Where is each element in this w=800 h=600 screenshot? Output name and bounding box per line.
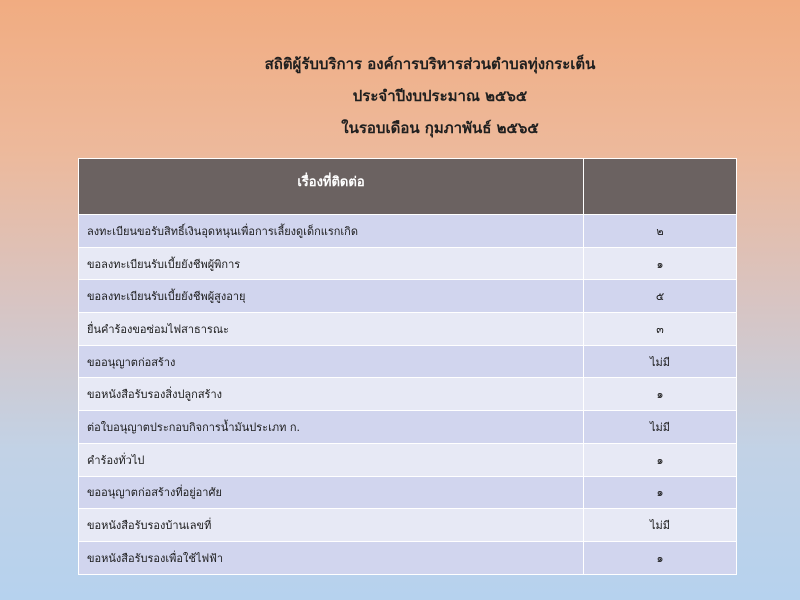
row-subject: ขออนุญาตก่อสร้างที่อยู่อาศัย xyxy=(79,476,584,509)
row-subject: ลงทะเบียนขอรับสิทธิ์เงินอุดหนุนเพื่อการเลี้ยงดูเด็กแรกเกิด xyxy=(79,215,584,248)
table-row xyxy=(79,509,737,542)
row-subject: ยื่นคำร้องขอซ่อมไฟสาธารณะ xyxy=(79,313,584,346)
header-subject: เรื่องที่ติดต่อ xyxy=(79,159,584,215)
table-row xyxy=(79,280,737,313)
row-count: ไม่มี xyxy=(584,509,737,542)
title-line-3: ในรอบเดือน กุมภาพันธ์ ๒๕๖๕ xyxy=(341,119,539,137)
title-line-2: ประจำปีงบประมาณ ๒๕๖๕ xyxy=(352,87,528,105)
row-count: ไม่มี xyxy=(584,411,737,444)
row-subject: ขอหนังสือรับรองสิ่งปลูกสร้าง xyxy=(79,378,584,411)
table-row xyxy=(79,443,737,476)
row-count: ๑ xyxy=(584,247,737,280)
table-row xyxy=(79,247,737,280)
service-stats-table xyxy=(78,158,737,575)
row-count: ๑ xyxy=(584,378,737,411)
report-title xyxy=(0,52,800,148)
table-row xyxy=(79,378,737,411)
table-row xyxy=(79,476,737,509)
title-line-1: สถิติผู้รับบริการ องค์การบริหารส่วนตำบลทุ่งกระเต็น xyxy=(264,55,596,73)
row-subject: ขอลงทะเบียนรับเบี้ยยังชีพผู้สูงอายุ xyxy=(79,280,584,313)
row-subject: ขอหนังสือรับรองบ้านเลขที่ xyxy=(79,509,584,542)
table-row xyxy=(79,541,737,574)
row-count: ๑ xyxy=(584,443,737,476)
row-count: ๑ xyxy=(584,476,737,509)
row-count: ๕ xyxy=(584,280,737,313)
row-subject: ต่อใบอนุญาตประกอบกิจการน้ำมันประเภท ก. xyxy=(79,411,584,444)
row-count: ๒ xyxy=(584,215,737,248)
row-subject: ขออนุญาตก่อสร้าง xyxy=(79,345,584,378)
table-row xyxy=(79,345,737,378)
row-subject: ขอหนังสือรับรองเพื่อใช้ไฟฟ้า xyxy=(79,541,584,574)
row-subject: คำร้องทั่วไป xyxy=(79,443,584,476)
table-row xyxy=(79,411,737,444)
table-row xyxy=(79,215,737,248)
row-subject: ขอลงทะเบียนรับเบี้ยยังชีพผู้พิการ xyxy=(79,247,584,280)
row-count: ๓ xyxy=(584,313,737,346)
table-row xyxy=(79,313,737,346)
header-count xyxy=(584,159,737,215)
row-count: ไม่มี xyxy=(584,345,737,378)
table-header-row xyxy=(79,159,737,215)
row-count: ๑ xyxy=(584,541,737,574)
